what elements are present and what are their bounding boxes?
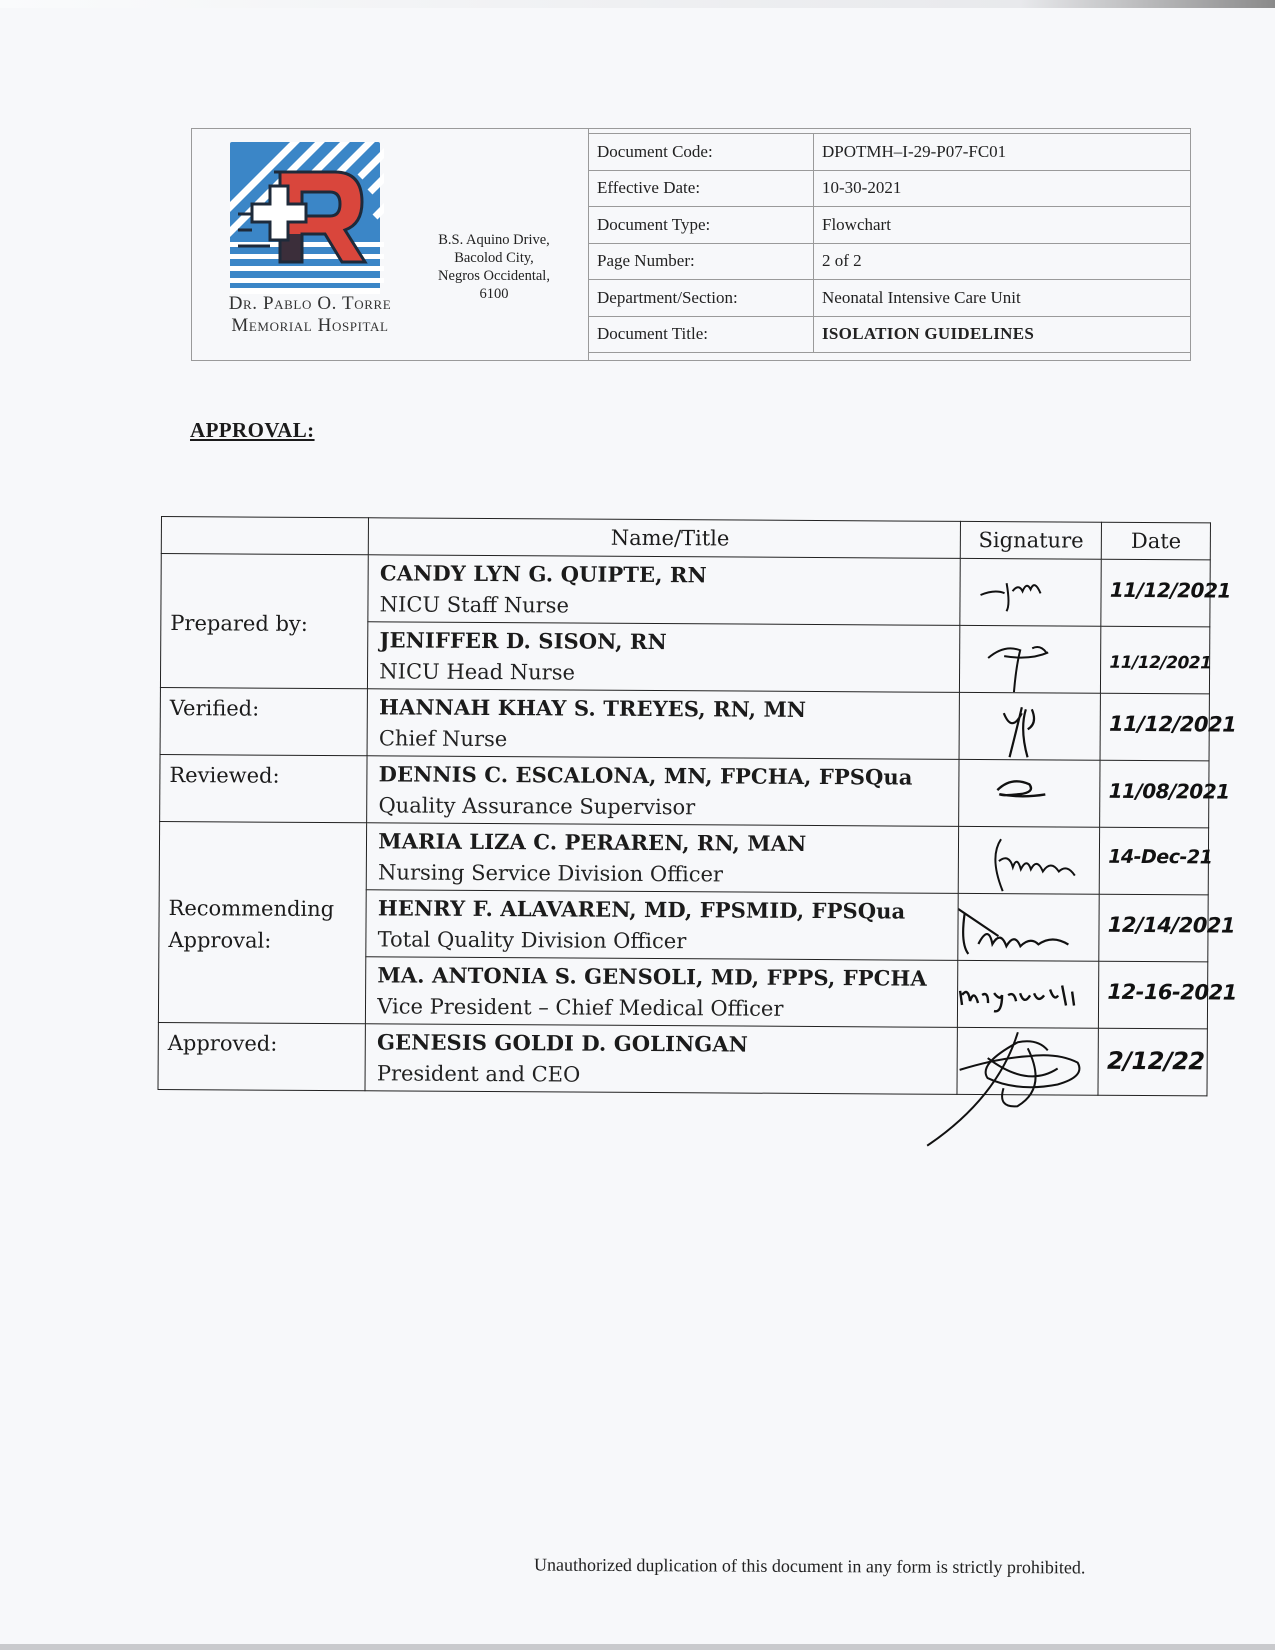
name-title-header: Name/Title [369, 518, 961, 559]
signature-peraren [959, 827, 1100, 894]
handwritten-date: 12-16-2021 [1107, 979, 1237, 1005]
date-cell [1098, 1028, 1207, 1096]
signature-sison [960, 626, 1101, 693]
brand-cell [192, 129, 589, 360]
meta-row [589, 207, 1191, 244]
address-line: B.S. Aquino Drive, [438, 232, 550, 248]
person-title: Total Quality Division Officer [377, 927, 687, 954]
date-cell [1100, 827, 1213, 895]
person-cell [365, 1024, 957, 1095]
document-title-value: ISOLATION GUIDELINES [814, 316, 1191, 353]
person-cell [367, 689, 959, 760]
role-recommending [158, 821, 366, 1023]
approval-heading: APPROVAL: [190, 418, 315, 442]
meta-value: 10-30-2021 [814, 170, 1191, 207]
meta-label: Page Number: [589, 243, 814, 280]
role-label: Reviewed: [169, 763, 280, 788]
person-cell [368, 622, 960, 693]
page-edge [0, 0, 1275, 8]
hospital-name-line1: Dr. Pablo O. Torre [228, 293, 392, 314]
hospital-name [196, 293, 424, 337]
signature-cell [960, 625, 1102, 693]
person-title: President and CEO [376, 1061, 581, 1087]
role-label: Prepared by: [170, 610, 308, 636]
document-header [191, 128, 1191, 361]
handwritten-date: 2/12/22 [1106, 1046, 1205, 1076]
person-title: NICU Staff Nurse [379, 592, 570, 618]
role-header [161, 517, 368, 555]
table-row [160, 687, 1209, 760]
meta-row [589, 316, 1191, 353]
role-approved [158, 1022, 366, 1090]
person-name: JENIFFER D. SISON, RN [379, 627, 667, 655]
meta-label: Document Title: [589, 316, 814, 353]
signature-golingan [957, 1028, 1099, 1149]
meta-row [589, 134, 1191, 171]
date-cell [1099, 894, 1236, 962]
hospital-address [420, 231, 568, 303]
hospital-logo [230, 142, 384, 294]
handwritten-date: 11/12/2021 [1109, 652, 1212, 674]
meta-label: Document Type: [589, 207, 814, 244]
signature-quipte [960, 559, 1101, 626]
person-title: Vice President – Chief Medical Officer [377, 994, 784, 1021]
table-row [159, 821, 1208, 894]
person-name: HENRY F. ALAVAREN, MD, FPSMID, FPSQua [377, 895, 906, 924]
signature-cell [959, 759, 1101, 827]
signature-cell [958, 960, 1100, 1028]
meta-label: Document Code: [589, 134, 814, 171]
meta-value: 2 of 2 [814, 243, 1191, 280]
role-verified [160, 687, 368, 755]
meta-row [589, 280, 1191, 317]
handwritten-date: 11/08/2021 [1108, 778, 1230, 804]
signature-header: Signature [960, 521, 1101, 559]
person-name: MA. ANTONIA S. GENSOLI, MD, FPPS, FPCHA [377, 962, 927, 991]
date-cell [1100, 693, 1237, 761]
signature-cell [959, 692, 1101, 760]
role-label: Recommending [168, 896, 335, 922]
table-row [158, 1022, 1207, 1095]
person-title: Chief Nurse [378, 726, 508, 752]
person-title: NICU Head Nurse [379, 659, 576, 685]
signature-cell [958, 826, 1100, 894]
person-title: Quality Assurance Supervisor [378, 793, 696, 820]
meta-row [589, 243, 1191, 280]
meta-label: Department/Section: [589, 280, 814, 317]
signature-cell [957, 1027, 1099, 1095]
signature-cell [960, 558, 1102, 626]
person-cell [366, 823, 958, 894]
role-label: Verified: [169, 696, 260, 721]
table-row [160, 754, 1209, 827]
person-cell [366, 890, 958, 961]
approval-header-row [161, 517, 1210, 560]
meta-row [589, 170, 1191, 207]
footer-notice: Unauthorized duplication of this document in any form is strictly prohibited. [533, 1554, 1086, 1578]
handwritten-date: 11/12/2021 [1108, 711, 1237, 737]
address-line: 6100 [479, 286, 509, 302]
page-edge [0, 1644, 1275, 1650]
meta-value: DPOTMH–I-29-P07-FC01 [814, 134, 1191, 171]
table-row [161, 554, 1210, 627]
address-line: Negros Occidental, [438, 268, 550, 284]
handwritten-date: 12/14/2021 [1107, 912, 1236, 938]
person-name: DENNIS C. ESCALONA, MN, FPCHA, FPSQua [378, 761, 913, 790]
person-title: Nursing Service Division Officer [378, 860, 724, 887]
date-header: Date [1102, 522, 1211, 560]
approval-table [157, 516, 1237, 1096]
handwritten-date: 14-Dec-21 [1108, 845, 1213, 869]
handwritten-date: 11/12/2021 [1109, 577, 1231, 603]
person-name: HANNAH KHAY S. TREYES, RN, MN [379, 694, 807, 722]
role-label: Approved: [167, 1031, 278, 1056]
person-cell [368, 555, 960, 626]
signature-alavaren [958, 894, 1099, 961]
date-cell [1100, 760, 1230, 828]
role-label: Approval: [168, 928, 272, 953]
person-name: MARIA LIZA C. PERAREN, RN, MAN [378, 828, 807, 856]
date-cell [1101, 626, 1210, 694]
meta-value: Flowchart [814, 207, 1191, 244]
person-name: GENESIS GOLDI D. GOLINGAN [376, 1029, 749, 1057]
signature-treyes [960, 693, 1101, 760]
meta-label: Effective Date: [589, 170, 814, 207]
signature-cell [958, 893, 1100, 961]
date-cell [1101, 559, 1231, 627]
person-name: CANDY LYN G. QUIPTE, RN [379, 560, 707, 588]
role-reviewed [160, 754, 368, 822]
person-cell [366, 957, 958, 1028]
signature-gensoli [958, 961, 1099, 1028]
meta-value: Neonatal Intensive Care Unit [814, 280, 1191, 317]
document-meta-table [588, 133, 1191, 353]
date-cell [1099, 961, 1237, 1029]
person-cell [367, 756, 959, 827]
signature-escalona [959, 760, 1100, 827]
hospital-name-line2: Memorial Hospital [231, 315, 389, 336]
role-prepared [160, 554, 368, 689]
address-line: Bacolod City, [454, 250, 534, 266]
